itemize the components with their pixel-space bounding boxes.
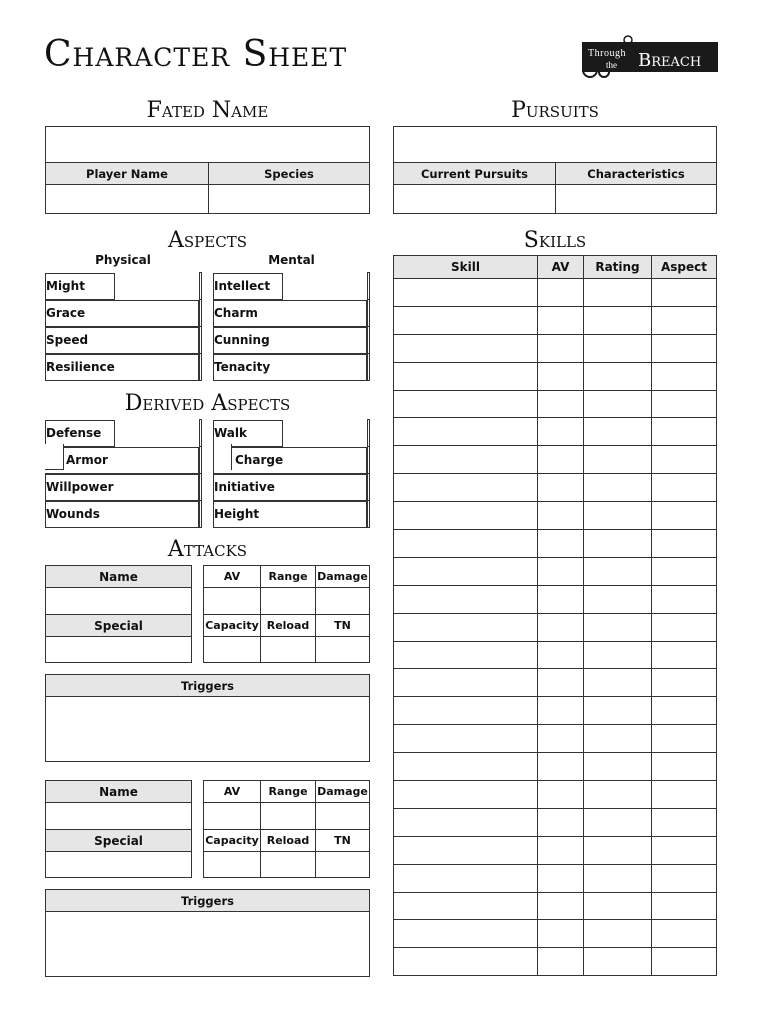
skills-row — [394, 725, 717, 753]
derived-walk-value[interactable] — [367, 420, 369, 447]
current-pursuits-field[interactable] — [394, 185, 556, 213]
skills-row-av-field[interactable] — [538, 474, 584, 502]
skills-col-skill: Skill — [394, 256, 538, 279]
skills-row-av-field[interactable] — [538, 362, 584, 390]
derived-willpower-label: Willpower — [45, 474, 199, 501]
attack-1-tn-header: TN — [316, 615, 370, 637]
derived-defense-value[interactable] — [199, 420, 201, 447]
skills-row-rating-field[interactable] — [584, 502, 652, 530]
skills-row-aspect-field[interactable] — [652, 781, 717, 809]
attack-2-range-field[interactable] — [261, 803, 316, 830]
skills-row-av-field[interactable] — [538, 502, 584, 530]
skills-row-aspect-field[interactable] — [652, 613, 717, 641]
derived-wounds-label: Wounds — [45, 501, 199, 528]
attack-2-tn-header: TN — [316, 830, 370, 852]
skills-row-skill-field[interactable] — [394, 892, 538, 920]
skills-row-aspect-field[interactable] — [652, 669, 717, 697]
attack-1-name-header: Name — [46, 566, 192, 588]
pursuits-heading: Pursuits — [511, 98, 599, 123]
attack-2-triggers-field[interactable] — [46, 912, 369, 976]
derived-height-value[interactable] — [367, 501, 369, 528]
skills-row-aspect-field[interactable] — [652, 362, 717, 390]
attack-2-special-header: Special — [46, 830, 192, 852]
skills-row — [394, 474, 717, 502]
logo-through-text: Through — [588, 48, 626, 59]
skills-row — [394, 613, 717, 641]
skills-heading: Skills — [523, 228, 587, 253]
skills-row-skill-field[interactable] — [394, 781, 538, 809]
skills-row — [394, 641, 717, 669]
skills-row-skill-field[interactable] — [394, 920, 538, 948]
skills-row-av-field[interactable] — [538, 725, 584, 753]
skills-row-av-field[interactable] — [538, 334, 584, 362]
skills-row-aspect-field[interactable] — [652, 641, 717, 669]
skills-row-aspect-field[interactable] — [652, 474, 717, 502]
skills-row — [394, 669, 717, 697]
skills-row-aspect-field[interactable] — [652, 502, 717, 530]
logo-breach-text: Breach — [638, 50, 702, 71]
skills-row — [394, 585, 717, 613]
pursuit-name-field[interactable] — [394, 127, 716, 162]
fated-name-field[interactable] — [46, 127, 369, 162]
skills-row-av-field[interactable] — [538, 306, 584, 334]
skills-row-av-field[interactable] — [538, 864, 584, 892]
skills-row-rating-field[interactable] — [584, 418, 652, 446]
skills-row-rating-field[interactable] — [584, 697, 652, 725]
aspect-might-label: Might — [45, 273, 115, 300]
skills-row-skill-field[interactable] — [394, 864, 538, 892]
skills-row — [394, 306, 717, 334]
skills-row-aspect-field[interactable] — [652, 864, 717, 892]
skills-row-av-field[interactable] — [538, 390, 584, 418]
skills-row-skill-field[interactable] — [394, 279, 538, 307]
skills-row-av-field[interactable] — [538, 446, 584, 474]
skills-row-skill-field[interactable] — [394, 613, 538, 641]
attack-2-triggers-header: Triggers — [46, 890, 369, 912]
skills-row-aspect-field[interactable] — [652, 418, 717, 446]
aspect-cunning-label: Cunning — [213, 327, 367, 354]
skills-row-av-field[interactable] — [538, 697, 584, 725]
attack-1-capacity-header: Capacity — [204, 615, 261, 637]
attack-1-special-field[interactable] — [46, 637, 192, 663]
skills-row — [394, 418, 717, 446]
derived-armor-value[interactable] — [199, 447, 201, 474]
skills-row-av-field[interactable] — [538, 892, 584, 920]
attack-1-reload-field[interactable] — [261, 637, 316, 663]
skills-row-rating-field[interactable] — [584, 390, 652, 418]
skills-row-aspect-field[interactable] — [652, 920, 717, 948]
derived-charge-label: Charge — [213, 447, 367, 474]
armor-indent — [45, 444, 63, 470]
skills-row — [394, 530, 717, 558]
attack-2-tn-field[interactable] — [316, 852, 370, 878]
skills-row-aspect-field[interactable] — [652, 334, 717, 362]
skills-col-av: AV — [538, 256, 584, 279]
skills-row-rating-field[interactable] — [584, 446, 652, 474]
skills-row-rating-field[interactable] — [584, 781, 652, 809]
player-name-header: Player Name — [46, 162, 209, 185]
attack-1-special-header: Special — [46, 615, 192, 637]
skills-row-skill-field[interactable] — [394, 948, 538, 976]
skills-row-rating-field[interactable] — [584, 557, 652, 585]
skills-row-av-field[interactable] — [538, 418, 584, 446]
attack-2-capacity-field[interactable] — [204, 852, 261, 878]
aspect-might-value[interactable] — [199, 273, 201, 300]
page-title: Character Sheet — [44, 34, 348, 75]
skills-row-av-field[interactable] — [538, 557, 584, 585]
skills-row — [394, 390, 717, 418]
skills-row-rating-field[interactable] — [584, 920, 652, 948]
skills-row-rating-field[interactable] — [584, 836, 652, 864]
skills-row-skill-field[interactable] — [394, 530, 538, 558]
charge-indent — [213, 444, 231, 470]
aspect-cunning-value[interactable] — [367, 327, 369, 354]
aspect-charm-label: Charm — [213, 300, 367, 327]
attack-1-name-table — [45, 565, 192, 663]
fated-name-panel — [45, 126, 370, 214]
skills-row-skill-field[interactable] — [394, 585, 538, 613]
skills-row-skill-field[interactable] — [394, 474, 538, 502]
skills-row-rating-field[interactable] — [584, 530, 652, 558]
mental-label: Mental — [268, 253, 315, 267]
attack-1-triggers-panel — [45, 674, 370, 762]
skills-row-rating-field[interactable] — [584, 753, 652, 781]
skills-row-av-field[interactable] — [538, 920, 584, 948]
skills-row-rating-field[interactable] — [584, 669, 652, 697]
skills-row-av-field[interactable] — [538, 669, 584, 697]
player-name-field[interactable] — [46, 185, 209, 213]
skills-row-skill-field[interactable] — [394, 418, 538, 446]
skills-row — [394, 781, 717, 809]
attack-2-damage-field[interactable] — [316, 803, 370, 830]
attack-1-av-header: AV — [204, 566, 261, 588]
fated-name-heading: Fated Name — [146, 98, 269, 123]
current-pursuits-header: Current Pursuits — [394, 162, 556, 185]
aspect-tenacity-label: Tenacity — [213, 354, 367, 381]
characteristics-header: Characteristics — [556, 162, 716, 185]
derived-walk-label: Walk — [213, 420, 283, 447]
skills-col-rating: Rating — [584, 256, 652, 279]
skills-row — [394, 920, 717, 948]
aspect-intellect-label: Intellect — [213, 273, 283, 300]
attack-1-triggers-field[interactable] — [46, 697, 369, 761]
skills-row-av-field[interactable] — [538, 948, 584, 976]
skills-row — [394, 502, 717, 530]
skills-row-aspect-field[interactable] — [652, 697, 717, 725]
species-header: Species — [209, 162, 369, 185]
skills-row-skill-field[interactable] — [394, 362, 538, 390]
skills-row — [394, 446, 717, 474]
skills-row — [394, 836, 717, 864]
attack-2-reload-field[interactable] — [261, 852, 316, 878]
skills-row-av-field[interactable] — [538, 530, 584, 558]
skills-row — [394, 948, 717, 976]
derived-charge-value[interactable] — [367, 447, 369, 474]
skills-row — [394, 279, 717, 307]
skills-row — [394, 697, 717, 725]
attack-1-stats-table — [203, 565, 370, 663]
attack-2-capacity-header: Capacity — [204, 830, 261, 852]
skills-row-rating-field[interactable] — [584, 362, 652, 390]
skills-row-av-field[interactable] — [538, 781, 584, 809]
skills-row-skill-field[interactable] — [394, 725, 538, 753]
attack-1-name-field[interactable] — [46, 588, 192, 615]
attack-1-tn-field[interactable] — [316, 637, 370, 663]
armor-indent-line — [63, 444, 64, 470]
derived-wounds-value[interactable] — [199, 501, 201, 528]
attack-2-name-table — [45, 780, 192, 878]
skills-row-aspect-field[interactable] — [652, 446, 717, 474]
skills-row-rating-field[interactable] — [584, 334, 652, 362]
derived-willpower-value[interactable] — [199, 474, 201, 501]
aspect-resilience-value[interactable] — [199, 354, 201, 381]
skills-row-aspect-field[interactable] — [652, 836, 717, 864]
skills-row — [394, 362, 717, 390]
aspect-grace-label: Grace — [45, 300, 199, 327]
attack-1-capacity-field[interactable] — [204, 637, 261, 663]
attacks-heading: Attacks — [167, 537, 248, 562]
skills-row-skill-field[interactable] — [394, 502, 538, 530]
skills-row-rating-field[interactable] — [584, 948, 652, 976]
skills-row-rating-field[interactable] — [584, 474, 652, 502]
skills-row-skill-field[interactable] — [394, 808, 538, 836]
skills-row-aspect-field[interactable] — [652, 892, 717, 920]
attack-2-av-header: AV — [204, 781, 261, 803]
aspect-tenacity-value[interactable] — [367, 354, 369, 381]
attack-1-damage-header: Damage — [316, 566, 370, 588]
skills-row-aspect-field[interactable] — [652, 585, 717, 613]
derived-armor-label: Armor — [45, 447, 199, 474]
skills-row — [394, 892, 717, 920]
skills-row-av-field[interactable] — [538, 641, 584, 669]
aspect-intellect-value[interactable] — [367, 273, 369, 300]
skills-row-skill-field[interactable] — [394, 446, 538, 474]
skills-row-aspect-field[interactable] — [652, 390, 717, 418]
attack-2-range-header: Range — [261, 781, 316, 803]
skills-row-rating-field[interactable] — [584, 808, 652, 836]
skills-row — [394, 864, 717, 892]
derived-initiative-label: Initiative — [213, 474, 367, 501]
attack-2-stats-table — [203, 780, 370, 878]
skills-row-rating-field[interactable] — [584, 306, 652, 334]
skills-row-av-field[interactable] — [538, 585, 584, 613]
aspect-grace-value[interactable] — [199, 300, 201, 327]
attack-2-damage-header: Damage — [316, 781, 370, 803]
skills-row-av-field[interactable] — [538, 808, 584, 836]
skills-row-skill-field[interactable] — [394, 836, 538, 864]
derived-defense-label: Defense — [45, 420, 115, 447]
skills-row-aspect-field[interactable] — [652, 530, 717, 558]
derived-height-label: Height — [213, 501, 367, 528]
skills-row-skill-field[interactable] — [394, 390, 538, 418]
attack-1-av-field[interactable] — [204, 588, 261, 615]
attack-1-triggers-header: Triggers — [46, 675, 369, 697]
logo-the-text: the — [606, 60, 617, 70]
skills-row-skill-field[interactable] — [394, 669, 538, 697]
skills-row-av-field[interactable] — [538, 836, 584, 864]
aspects-heading: Aspects — [168, 228, 247, 253]
skills-row-aspect-field[interactable] — [652, 725, 717, 753]
skills-row-aspect-field[interactable] — [652, 279, 717, 307]
attack-2-triggers-panel — [45, 889, 370, 977]
pursuits-panel — [393, 126, 717, 214]
skills-row-aspect-field[interactable] — [652, 306, 717, 334]
skills-row-rating-field[interactable] — [584, 585, 652, 613]
skills-row-rating-field[interactable] — [584, 892, 652, 920]
skills-row-skill-field[interactable] — [394, 306, 538, 334]
mental-aspects-table — [213, 272, 370, 381]
skills-row-av-field[interactable] — [538, 613, 584, 641]
skills-row-aspect-field[interactable] — [652, 808, 717, 836]
aspect-resilience-label: Resilience — [45, 354, 199, 381]
derived-right-table — [213, 419, 370, 528]
aspect-speed-label: Speed — [45, 327, 199, 354]
skills-row-rating-field[interactable] — [584, 279, 652, 307]
skills-row-av-field[interactable] — [538, 753, 584, 781]
skills-row-aspect-field[interactable] — [652, 557, 717, 585]
attack-2-name-header: Name — [46, 781, 192, 803]
skills-row — [394, 808, 717, 836]
attack-2-special-field[interactable] — [46, 852, 192, 878]
skills-row-skill-field[interactable] — [394, 697, 538, 725]
attack-2-av-field[interactable] — [204, 803, 261, 830]
skills-table — [393, 255, 717, 976]
skills-row-aspect-field[interactable] — [652, 948, 717, 976]
aspect-charm-value[interactable] — [367, 300, 369, 327]
derived-left-table — [45, 419, 202, 528]
characteristics-field[interactable] — [556, 185, 716, 213]
attack-2-reload-header: Reload — [261, 830, 316, 852]
derived-initiative-value[interactable] — [367, 474, 369, 501]
skills-row — [394, 753, 717, 781]
charge-indent-line — [231, 444, 232, 470]
skills-row-rating-field[interactable] — [584, 725, 652, 753]
skills-row-aspect-field[interactable] — [652, 753, 717, 781]
skills-row-rating-field[interactable] — [584, 641, 652, 669]
attack-2-name-field[interactable] — [46, 803, 192, 830]
derived-aspects-heading: Derived Aspects — [124, 391, 291, 416]
aspect-speed-value[interactable] — [199, 327, 201, 354]
skills-row-rating-field[interactable] — [584, 864, 652, 892]
skills-row — [394, 557, 717, 585]
species-field[interactable] — [209, 185, 369, 213]
skills-row-av-field[interactable] — [538, 279, 584, 307]
skills-row-skill-field[interactable] — [394, 557, 538, 585]
skills-row-rating-field[interactable] — [584, 613, 652, 641]
skills-row-skill-field[interactable] — [394, 334, 538, 362]
physical-aspects-table — [45, 272, 202, 381]
attack-1-damage-field[interactable] — [316, 588, 370, 615]
attack-1-range-field[interactable] — [261, 588, 316, 615]
skills-row-skill-field[interactable] — [394, 753, 538, 781]
skills-row — [394, 334, 717, 362]
through-the-breach-logo — [576, 32, 720, 80]
attack-1-reload-header: Reload — [261, 615, 316, 637]
attack-1-range-header: Range — [261, 566, 316, 588]
physical-label: Physical — [95, 253, 151, 267]
skills-row-skill-field[interactable] — [394, 641, 538, 669]
skills-col-aspect: Aspect — [652, 256, 717, 279]
